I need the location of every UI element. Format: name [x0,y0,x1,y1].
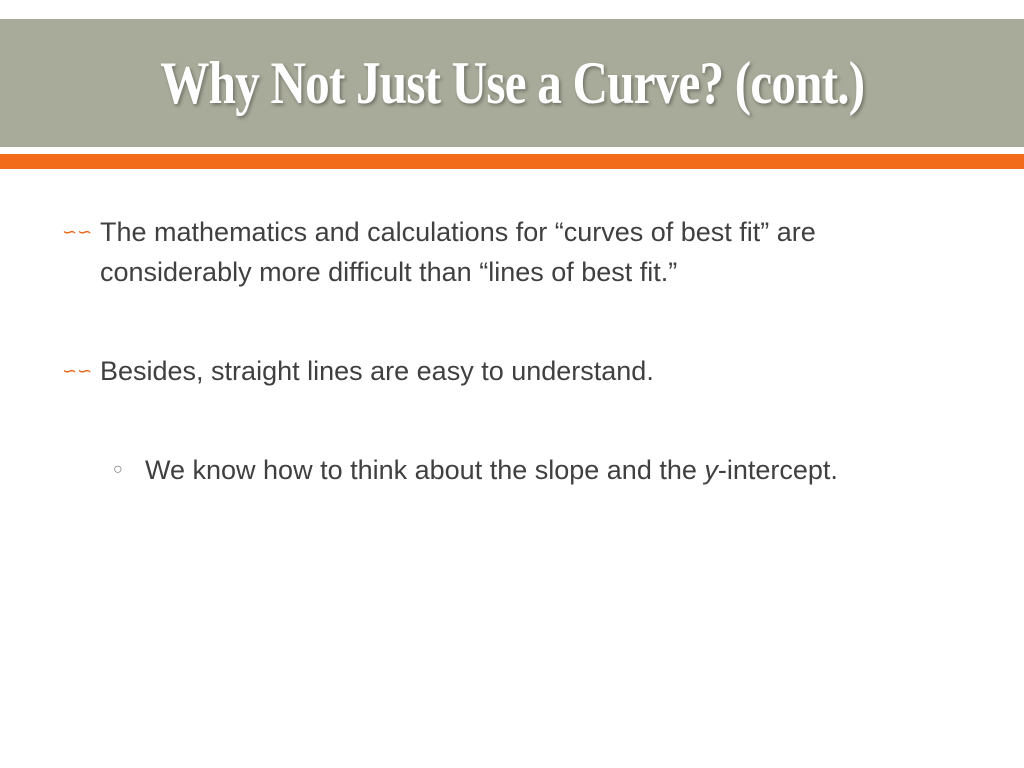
bullet-text: The mathematics and calculations for “curves of best fit” are considerably more difficult than “lines of best fit.” [100,217,816,287]
scroll-flourish-icon: ∽∽ [62,361,93,381]
sub-bullet-text [145,450,838,490]
slide-title: Why Not Just Use a Curve? (cont.) [159,49,865,116]
scroll-flourish-icon: ∽∽ [62,222,93,242]
bullet-item [62,351,942,391]
bullet-item [62,212,942,292]
sub-bullet-text-after: -intercept. [717,455,838,485]
hollow-circle-icon: ○ [113,461,123,478]
sub-bullet-text-italic: y [704,455,718,485]
sub-bullet-text-before: We know how to think about the slope and the [145,455,705,485]
sub-bullet-item [113,450,873,490]
bullet-text: Besides, straight lines are easy to understand. [100,356,654,386]
title-band [0,19,1024,147]
accent-bar [0,154,1024,169]
